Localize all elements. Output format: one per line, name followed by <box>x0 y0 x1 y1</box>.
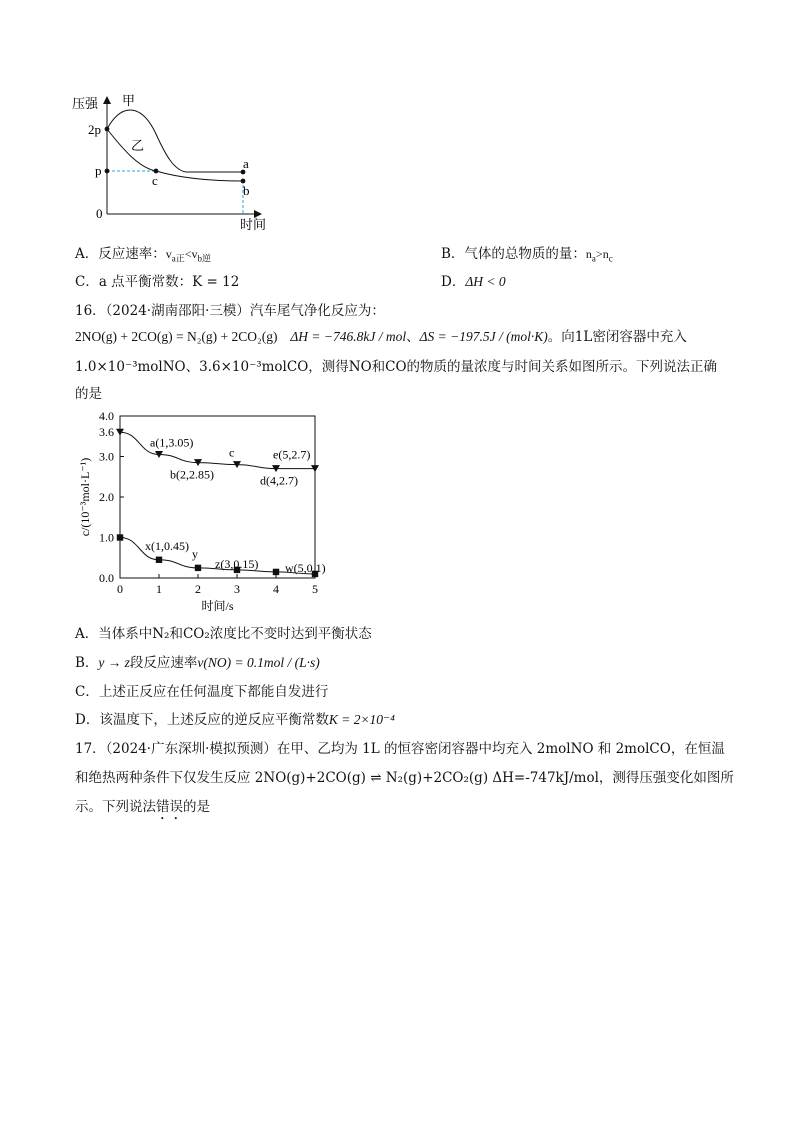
q17-line3: 示。下列说法错误的是 <box>75 799 210 815</box>
tick-p: p <box>95 163 102 178</box>
x-tick-label: 5 <box>312 582 318 596</box>
data-label: y <box>192 546 198 561</box>
data-label: a(1,3.05) <box>150 435 194 450</box>
data-point-square <box>117 534 123 540</box>
q16-option-b: B．y → z段反应速率v(NO) = 0.1mol / (L·s) <box>75 655 320 671</box>
pressure-time-graph <box>70 92 280 232</box>
q15-option-d: D．ΔH < 0 <box>441 274 506 290</box>
data-point-square <box>156 557 162 563</box>
q16-line3: 1.0×10⁻³molNO、3.6×10⁻³molCO，测得NO和CO的物质的量浓度与时间关系如图所示。下列说法正确 <box>75 359 718 375</box>
data-point-square <box>273 569 279 575</box>
concentration-time-chart <box>75 408 335 618</box>
y-tick-label: 0.0 <box>99 571 114 585</box>
y-tick-label: 2.0 <box>99 490 114 504</box>
data-label: w(5,0.1) <box>285 560 326 575</box>
tick-2p: 2p <box>88 122 101 137</box>
x-tick-label: 0 <box>117 582 123 596</box>
data-label: e(5,2.7) <box>273 447 311 462</box>
data-label: b(2,2.85) <box>170 467 214 482</box>
curve-jia-label: 甲 <box>122 93 136 108</box>
q16-equation-line: 2NO(g) + 2CO(g) = N₂(g) + 2CO₂(g) ΔH = −746.8kJ / mol、ΔS = −197.5J / (mol·K)。向1L密闭容器中充入 <box>75 329 687 345</box>
y-tick-label: 3.0 <box>99 449 114 464</box>
data-label: c <box>229 445 235 460</box>
tick-0: 0 <box>96 206 103 221</box>
data-label: d(4,2.7) <box>260 473 298 488</box>
y-axis-label: 压强 <box>72 96 99 111</box>
q15-option-b: B．气体的总物质的量：$n_a>n_c$ <box>441 246 613 264</box>
q15-option-a: A．反应速率：$v_{a正}<v_{b逆}$ <box>75 246 212 264</box>
curve-jia <box>107 110 243 172</box>
point-2p <box>105 127 110 132</box>
q16-option-d: D．该温度下，上述反应的逆反应平衡常数K = 2×10⁻⁴ <box>75 712 395 728</box>
q17-line2: 和绝热两种条件下仅发生反应 2NO(g)+2CO(g) ⇌ N₂(g)+2CO₂(g) ΔH=-747kJ/mol，测得压强变化如图所 <box>75 770 734 786</box>
curve-yi <box>107 129 243 181</box>
y-tick-label: 3.6 <box>99 425 114 440</box>
point-p <box>105 169 110 174</box>
q15-option-c: C．a 点平衡常数：K = 12 <box>75 274 240 290</box>
label-c: c <box>152 173 158 188</box>
x-axis-label: 时间/s <box>201 599 234 613</box>
label-a: a <box>243 156 249 171</box>
q16-option-c: C．上述正反应在任何温度下都能自发进行 <box>75 684 329 700</box>
x-tick-label: 3 <box>234 582 240 596</box>
q16-option-a: A．当体系中N₂和CO₂浓度比不变时达到平衡状态 <box>75 626 372 642</box>
x-tick-label: 2 <box>195 582 201 596</box>
data-label: x(1,0.45) <box>145 538 189 553</box>
emphasis-word: 错误 <box>156 799 183 815</box>
label-b: b <box>243 183 250 198</box>
y-axis-label: c/(10⁻³mol·L⁻¹) <box>78 457 92 537</box>
data-point-square <box>195 565 201 571</box>
y-tick-label: 1.0 <box>99 530 114 545</box>
x-axis-label: 时间 <box>240 217 267 232</box>
data-label: z(3,0.15) <box>215 556 259 571</box>
q16-head: 16．（2024·湖南邵阳·三模）汽车尾气净化反应为： <box>75 303 385 319</box>
x-tick-label: 1 <box>156 582 162 596</box>
q16-line4: 的是 <box>75 386 102 402</box>
curve-yi-label: 乙 <box>131 138 145 153</box>
x-tick-label: 4 <box>273 582 279 596</box>
q17-line1: 17．（2024·广东深圳·模拟预测）在甲、乙均为 1L 的恒容密闭容器中均充入 2molNO 和 2molCO，在恒温 <box>75 741 725 757</box>
y-tick-label: 4.0 <box>99 409 114 423</box>
